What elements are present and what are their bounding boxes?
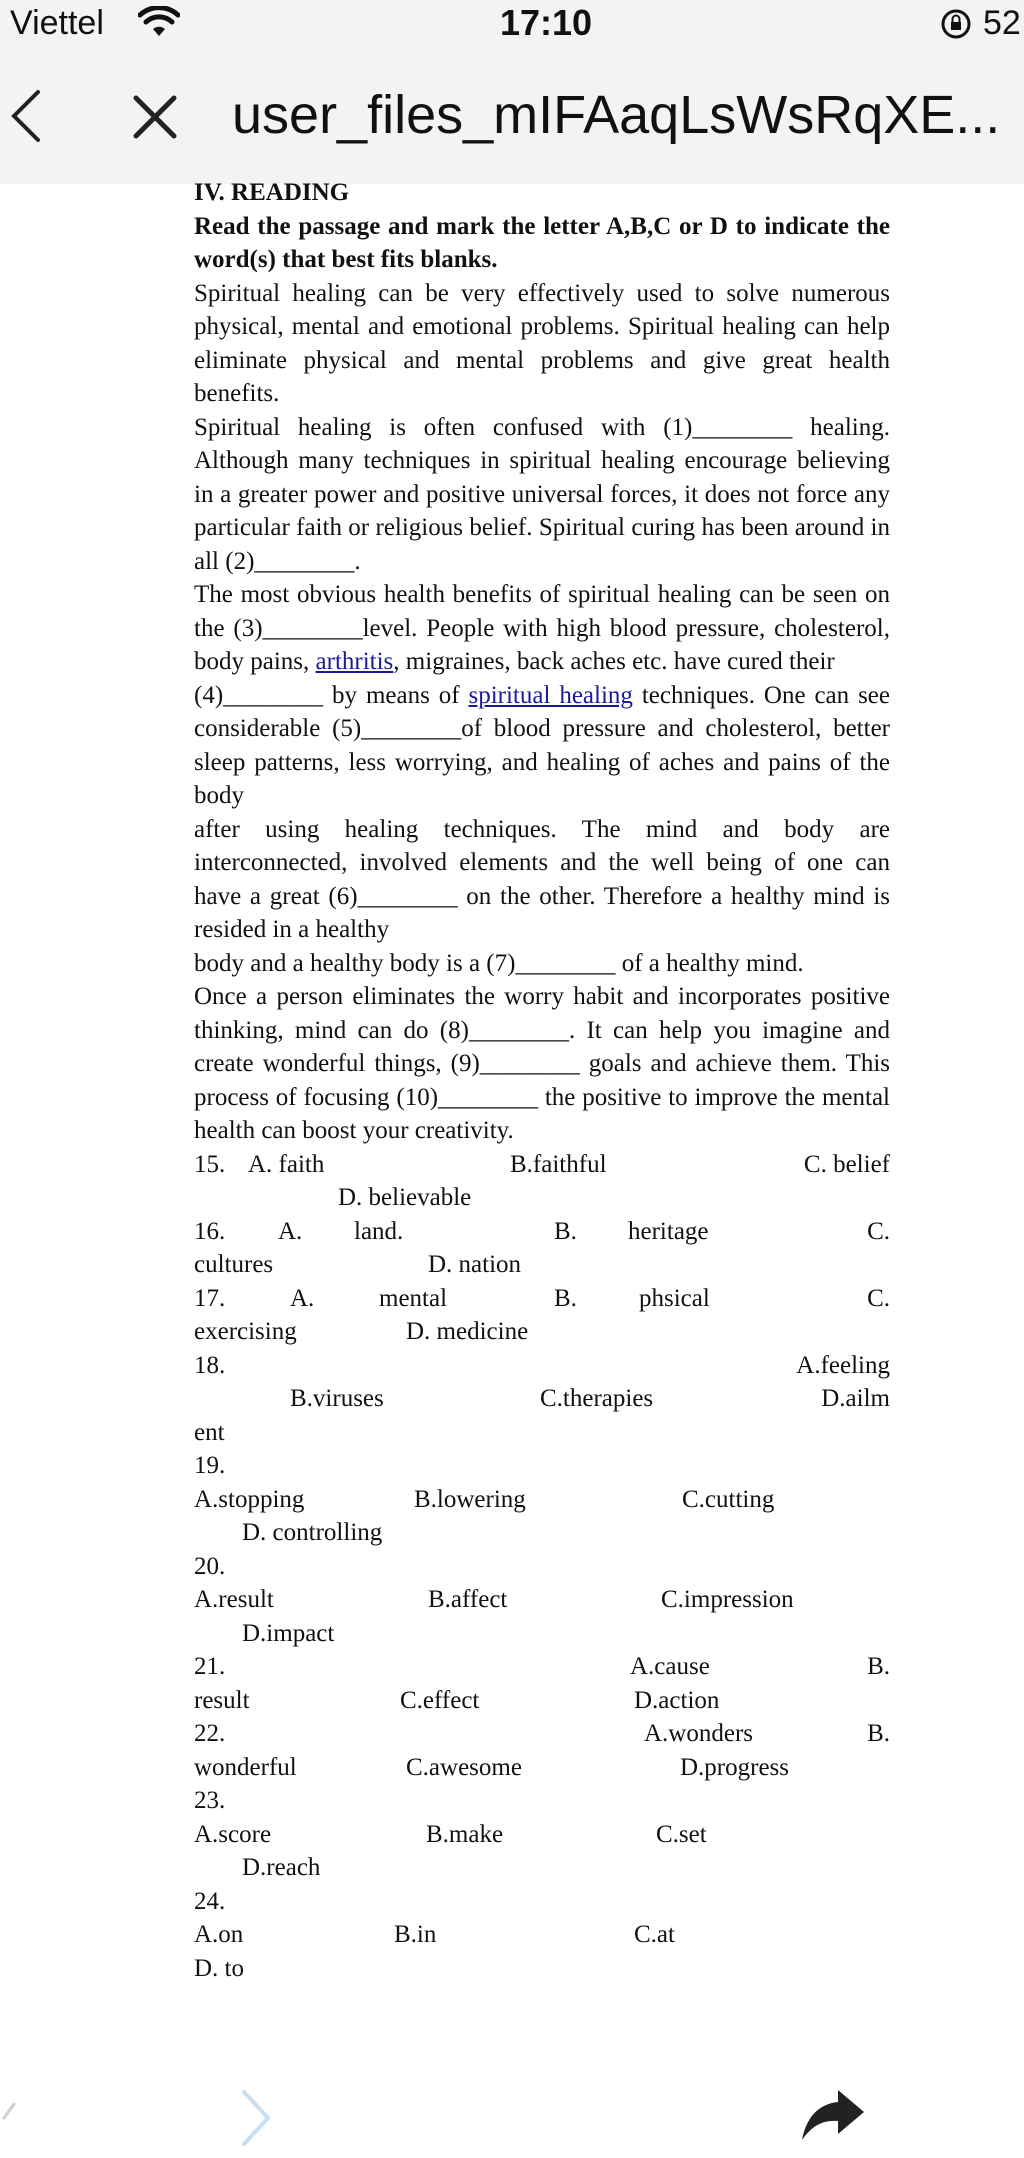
option-b: B.faithful [510, 1150, 607, 1178]
question-number: 19. [194, 1452, 226, 1479]
option-c-letter: C. [867, 1284, 890, 1312]
option-b: B.make [426, 1820, 504, 1848]
back-chevron-icon[interactable] [8, 88, 44, 144]
option-b-letter: B. [554, 1284, 577, 1312]
question-23-line-3 [194, 1851, 890, 1885]
section-heading: IV. READING [194, 179, 350, 206]
option-d: D. to [194, 1954, 244, 1982]
passage-paragraph-3 [194, 578, 890, 679]
passage-paragraph-5: after using healing techniques. The mind and body are interconnected, involved elements and the well being of one can have a great (6)________ on the other. Therefore a healthy mind is resided in a healthy [194, 815, 890, 943]
option-c: C.cutting [682, 1485, 775, 1513]
option-b: phsical [639, 1284, 710, 1312]
question-21 [194, 1650, 890, 1684]
option-d: D.reach [242, 1854, 321, 1881]
option-b-letter: B. [554, 1217, 577, 1245]
passage-paragraph-2: Spiritual healing is often confused with (1)________ healing. Although many techniques in spiritual healing encourage believing in a greater power and positive universal forces, it does not force any particular faith or religious belief. Spiritual curing has been around in all (2)________. [194, 413, 890, 575]
option-c: C.awesome [406, 1753, 522, 1781]
spiritual-healing-link[interactable]: spiritual healing [468, 681, 633, 709]
question-18-line-2 [194, 1382, 890, 1416]
option-d: D.progress [680, 1753, 790, 1781]
question-16 [194, 1215, 890, 1249]
passage-paragraph-7: Once a person eliminates the worry habit and incorporates positive thinking, mind can do (8)________. It can help you imagine and create wonderful things, (9)________ goals and achieve them. This process of focusing (10)________ the positive to improve the mental health can boost your creativity. [194, 983, 890, 1144]
question-22 [194, 1717, 890, 1751]
bottom-toolbar [0, 2070, 1024, 2158]
question-number: 18. [194, 1351, 226, 1379]
question-21-line-2 [194, 1684, 890, 1718]
option-a: A.result [194, 1586, 274, 1613]
passage-paragraph-6: body and a healthy body is a (7)________ of a healthy mind. [194, 949, 804, 977]
option-c: C.therapies [540, 1385, 654, 1412]
clock-time: 17:10 [500, 2, 593, 43]
option-c: C.at [634, 1921, 675, 1948]
option-c-letter: C. [867, 1217, 890, 1245]
question-15 [194, 1148, 890, 1182]
option-a: A.on [194, 1921, 244, 1948]
status-bar [0, 0, 1024, 48]
option-d: D.impact [242, 1619, 335, 1647]
option-a-letter: A. [278, 1217, 303, 1245]
question-19-line-2 [194, 1483, 890, 1517]
option-d: D.ailm [821, 1385, 890, 1412]
nav-bar [0, 48, 1024, 184]
option-c: C. belief [803, 1150, 890, 1178]
option-c: cultures [194, 1251, 274, 1278]
option-d: D. nation [428, 1251, 522, 1278]
option-d-continuation: ent [194, 1418, 225, 1446]
battery-level: 52 [983, 4, 1021, 42]
question-17-line-2 [194, 1315, 890, 1349]
option-a: A.score [194, 1820, 272, 1848]
forward-arrow-icon[interactable] [238, 2088, 274, 2152]
back-arrow-icon[interactable] [0, 2088, 20, 2152]
passage-text: (4)________ by means of [194, 681, 469, 709]
option-a: mental [379, 1284, 448, 1312]
option-c: exercising [194, 1318, 297, 1345]
document-title: user_files_mIFAaqLsWsRqXE... [232, 85, 1001, 145]
question-number: 20. [194, 1552, 226, 1580]
option-c: C.effect [400, 1686, 480, 1714]
option-b: B.viruses [290, 1385, 384, 1412]
question-16-line-2 [194, 1248, 890, 1282]
question-20 [194, 1550, 890, 1584]
option-a: land. [354, 1217, 404, 1245]
question-23 [194, 1784, 890, 1818]
option-a: A.stopping [194, 1485, 305, 1513]
question-19 [194, 1449, 890, 1483]
question-23-line-2 [194, 1818, 890, 1852]
option-c: C.set [656, 1820, 707, 1848]
option-d: D.action [634, 1686, 720, 1714]
option-b-letter: B. [867, 1720, 890, 1747]
question-20-line-3 [194, 1617, 890, 1651]
option-a: A. faith [248, 1150, 325, 1178]
question-18 [194, 1349, 890, 1383]
option-c: C.impression [661, 1586, 794, 1613]
arthritis-link[interactable]: arthritis [315, 648, 394, 675]
question-number: 16. [194, 1217, 226, 1245]
question-17 [194, 1282, 890, 1316]
question-19-line-3 [194, 1516, 890, 1550]
question-number: 24. [194, 1887, 226, 1915]
option-a-letter: A. [290, 1284, 315, 1312]
question-24-line-3 [194, 1952, 890, 1986]
share-icon[interactable] [800, 2086, 866, 2146]
question-15-line-2 [194, 1181, 890, 1215]
option-b: B.lowering [414, 1485, 526, 1513]
document-page [194, 176, 890, 1985]
question-24-line-2 [194, 1918, 890, 1952]
passage-text: techniques. One can see considerable (5)________of blood pressure and cholesterol, better sleep patterns, less worrying, and healing of aches and pains of the body [194, 681, 890, 809]
option-b: B.affect [428, 1586, 508, 1613]
question-20-line-2 [194, 1583, 890, 1617]
question-number: 21. [194, 1653, 226, 1680]
passage-text: The most obvious health benefits of spiritual healing can be seen on the (3)________level. People with high blood pressure, cholesterol, body pains, [194, 581, 890, 675]
option-b: wonderful [194, 1753, 297, 1781]
instruction-text: Read the passage and mark the letter A,B,C or D to indicate the word(s) that best fits blanks. [194, 212, 890, 273]
option-b-letter: B. [867, 1653, 890, 1680]
orientation-lock-icon [940, 8, 972, 44]
question-18-line-3 [194, 1416, 890, 1450]
carrier-name: Viettel [10, 4, 104, 42]
question-number: 15. [194, 1150, 226, 1178]
question-number: 17. [194, 1284, 226, 1312]
close-icon[interactable] [132, 94, 178, 140]
option-a: A.cause [630, 1653, 710, 1680]
wifi-icon [138, 6, 180, 42]
option-b: result [194, 1686, 250, 1714]
option-d: D. controlling [242, 1519, 383, 1546]
option-d: D. believable [338, 1184, 472, 1211]
passage-paragraph-1: Spiritual healing can be very effectively used to solve numerous physical, mental and emotional problems. Spiritual healing can help eliminate physical and mental problems and give great health benefits. [194, 279, 890, 407]
question-22-line-2 [194, 1751, 890, 1785]
option-d: D. medicine [406, 1318, 529, 1345]
passage-paragraph-4 [194, 679, 890, 813]
option-b: B.in [394, 1921, 437, 1948]
question-number: 23. [194, 1787, 226, 1814]
question-number: 22. [194, 1720, 226, 1747]
question-24 [194, 1885, 890, 1919]
option-b: heritage [628, 1217, 709, 1245]
option-a: A.feeling [796, 1351, 890, 1379]
option-a: A.wonders [644, 1720, 754, 1747]
passage-text: , migraines, back aches etc. have cured their [393, 648, 835, 675]
